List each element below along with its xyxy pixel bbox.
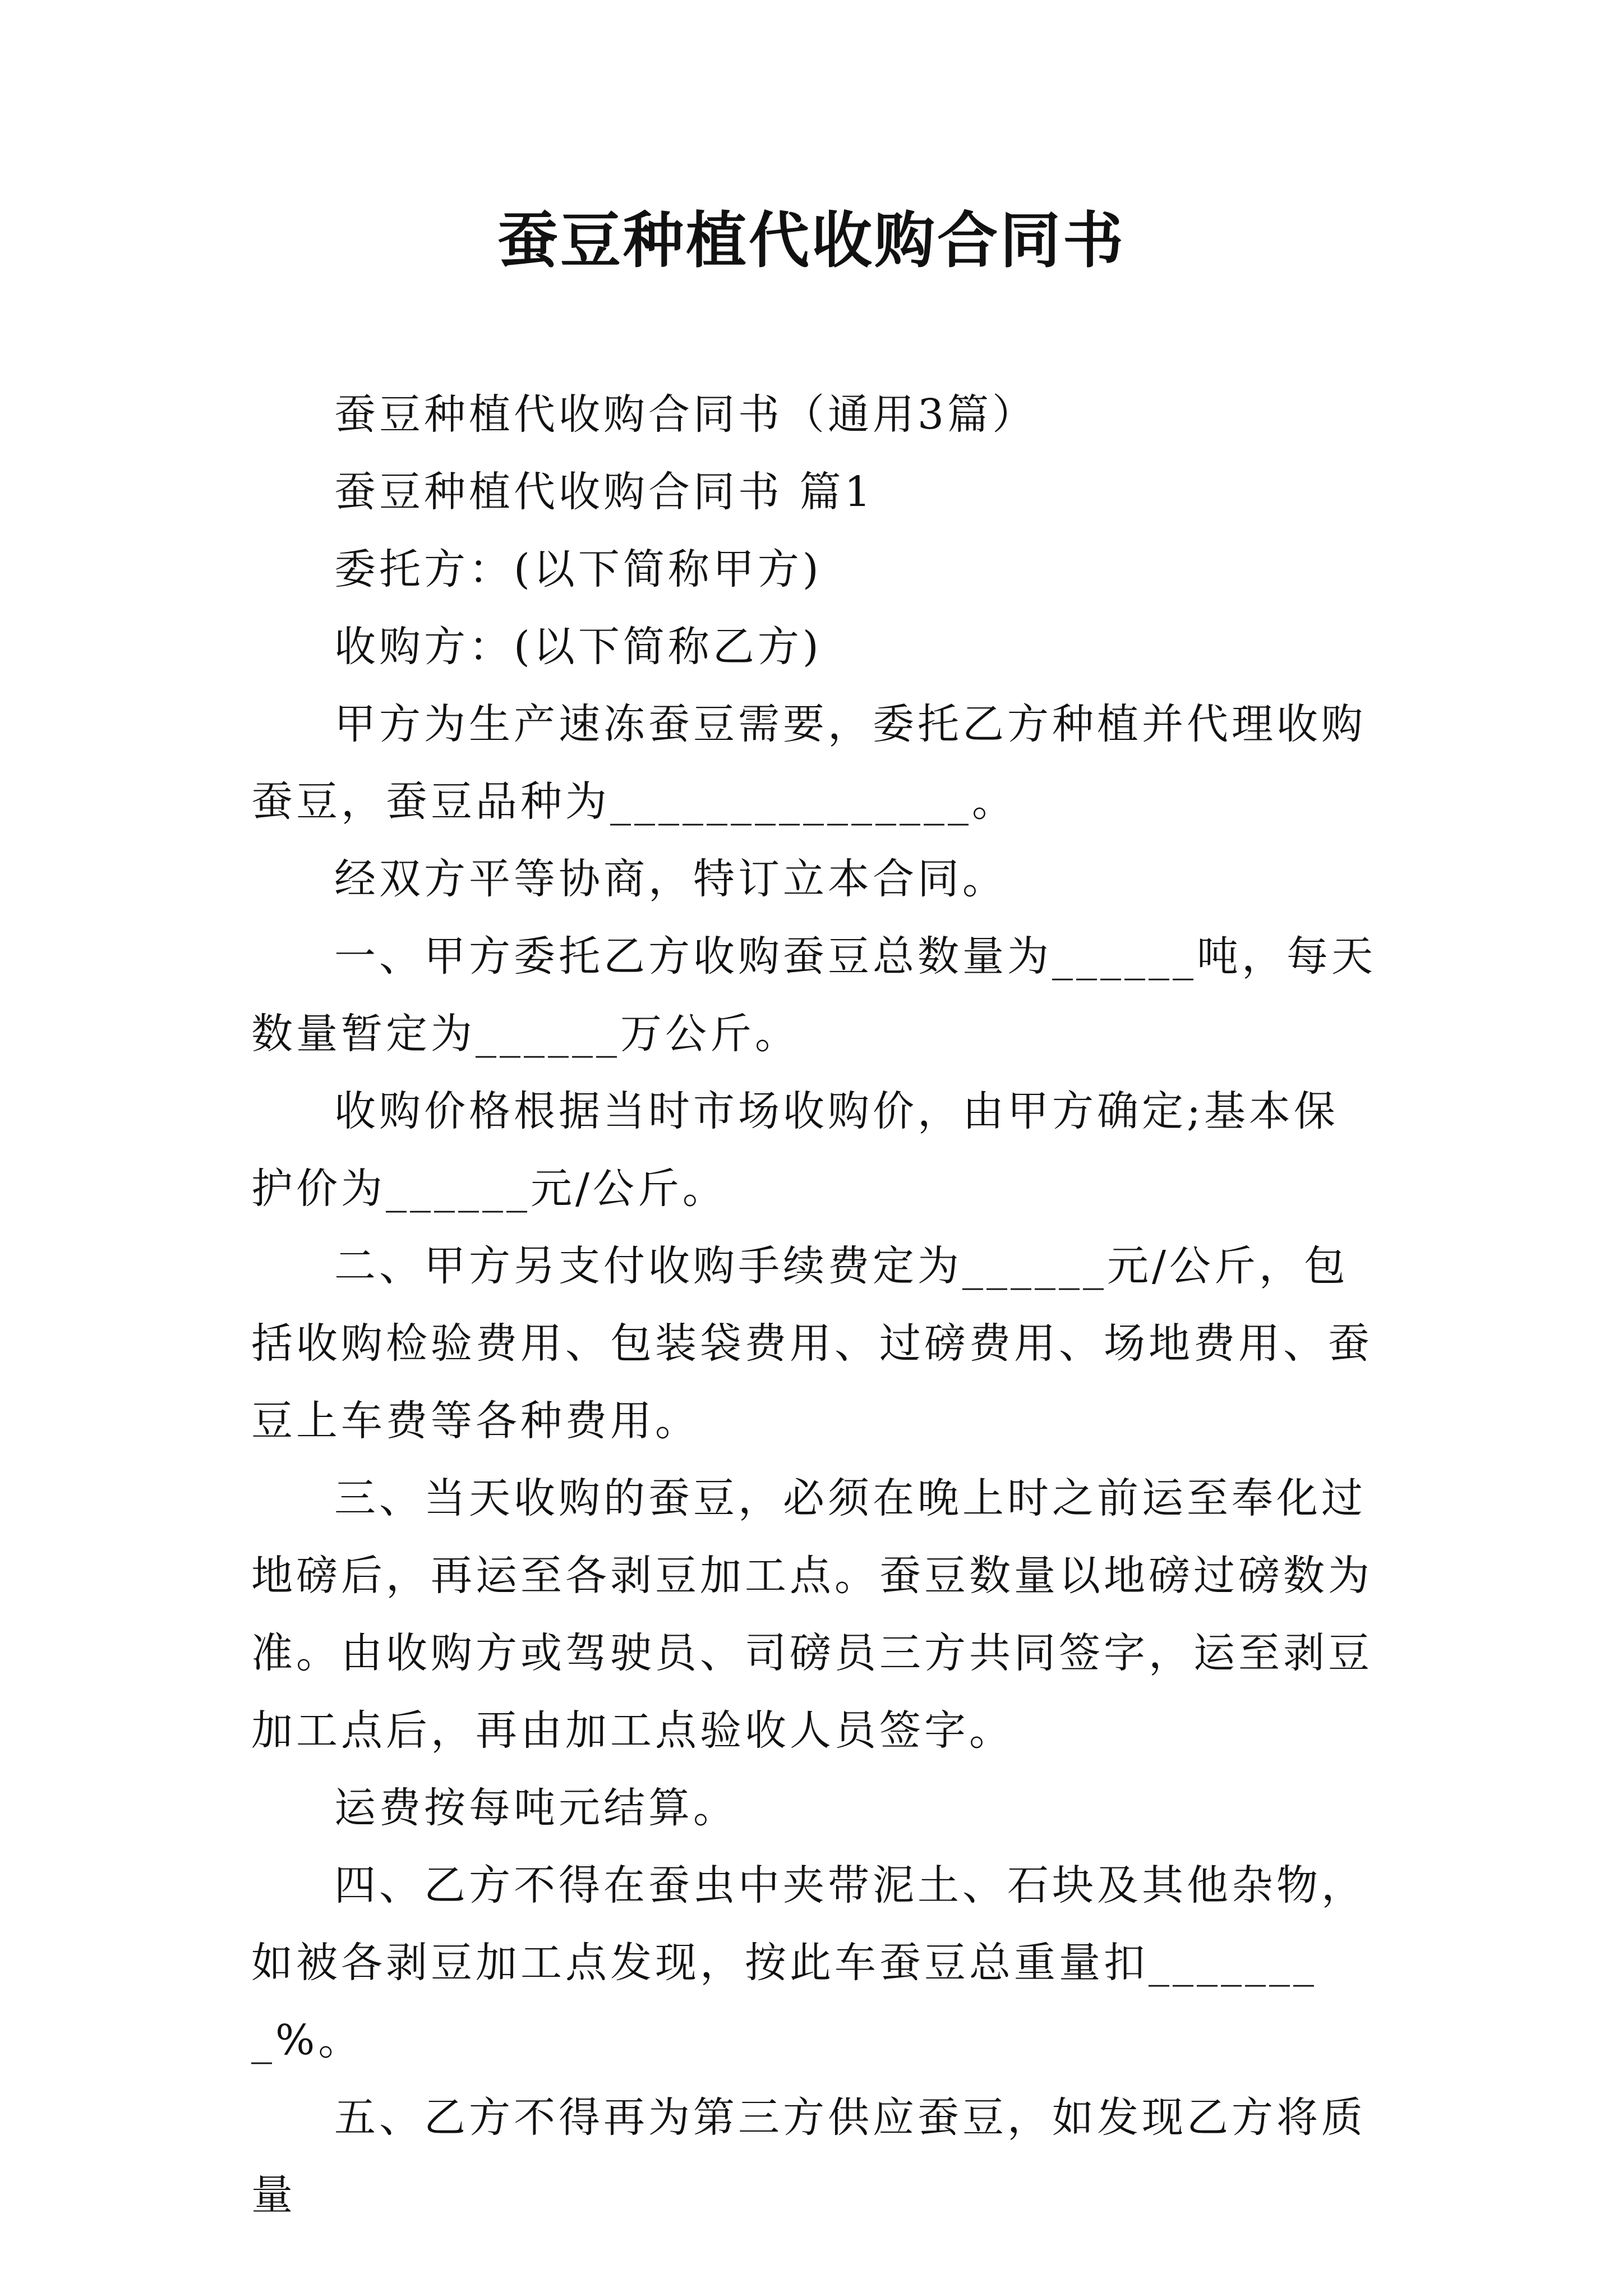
- paragraph: 一、甲方委托乙方收购蚕豆总数量为______吨，每天数量暂定为______万公斤。: [251, 932, 1376, 1058]
- paragraph: 四、乙方不得在蚕虫中夹带泥土、石块及其他杂物，如被各剥豆加工点发现，按此车蚕豆总重量扣________%。: [251, 1861, 1366, 2064]
- paragraph: 收购方：(以下简称乙方): [334, 623, 822, 671]
- paragraph: 收购价格根据当时市场收购价，由甲方确定;基本保护价为______元/公斤。: [251, 1087, 1339, 1213]
- paragraph: 蚕豆种植代收购合同书（通用3篇）: [334, 390, 1038, 439]
- paragraph: 甲方为生产速冻蚕豆需要，委托乙方种植并代理收购蚕豆，蚕豆品种为_______________。: [251, 700, 1366, 826]
- document-body: [251, 376, 1378, 2234]
- document-title: 蚕豆种植代收购合同书: [497, 206, 1126, 276]
- paragraph: 蚕豆种植代收购合同书 篇1: [334, 468, 874, 516]
- paragraph: 二、甲方另支付收购手续费定为______元/公斤，包括收购检验费用、包装袋费用、过磅费用、场地费用、蚕豆上车费等各种费用。: [251, 1242, 1373, 1445]
- paragraph: 三、当天收购的蚕豆，必须在晚上时之前运至奉化过地磅后，再运至各剥豆加工点。蚕豆数量以地磅过磅数为准。由收购方或驾驶员、司磅员三方共同签字，运至剥豆加工点后，再由加工点验收人员签字。: [251, 1474, 1373, 1755]
- paragraph: 五、乙方不得再为第三方供应蚕豆，如发现乙方将质量: [251, 2093, 1366, 2219]
- paragraph: 运费按每吨元结算。: [334, 1784, 738, 1832]
- paragraph: 经双方平等协商，特订立本合同。: [334, 855, 1007, 903]
- paragraph: 委托方：(以下简称甲方): [334, 545, 822, 593]
